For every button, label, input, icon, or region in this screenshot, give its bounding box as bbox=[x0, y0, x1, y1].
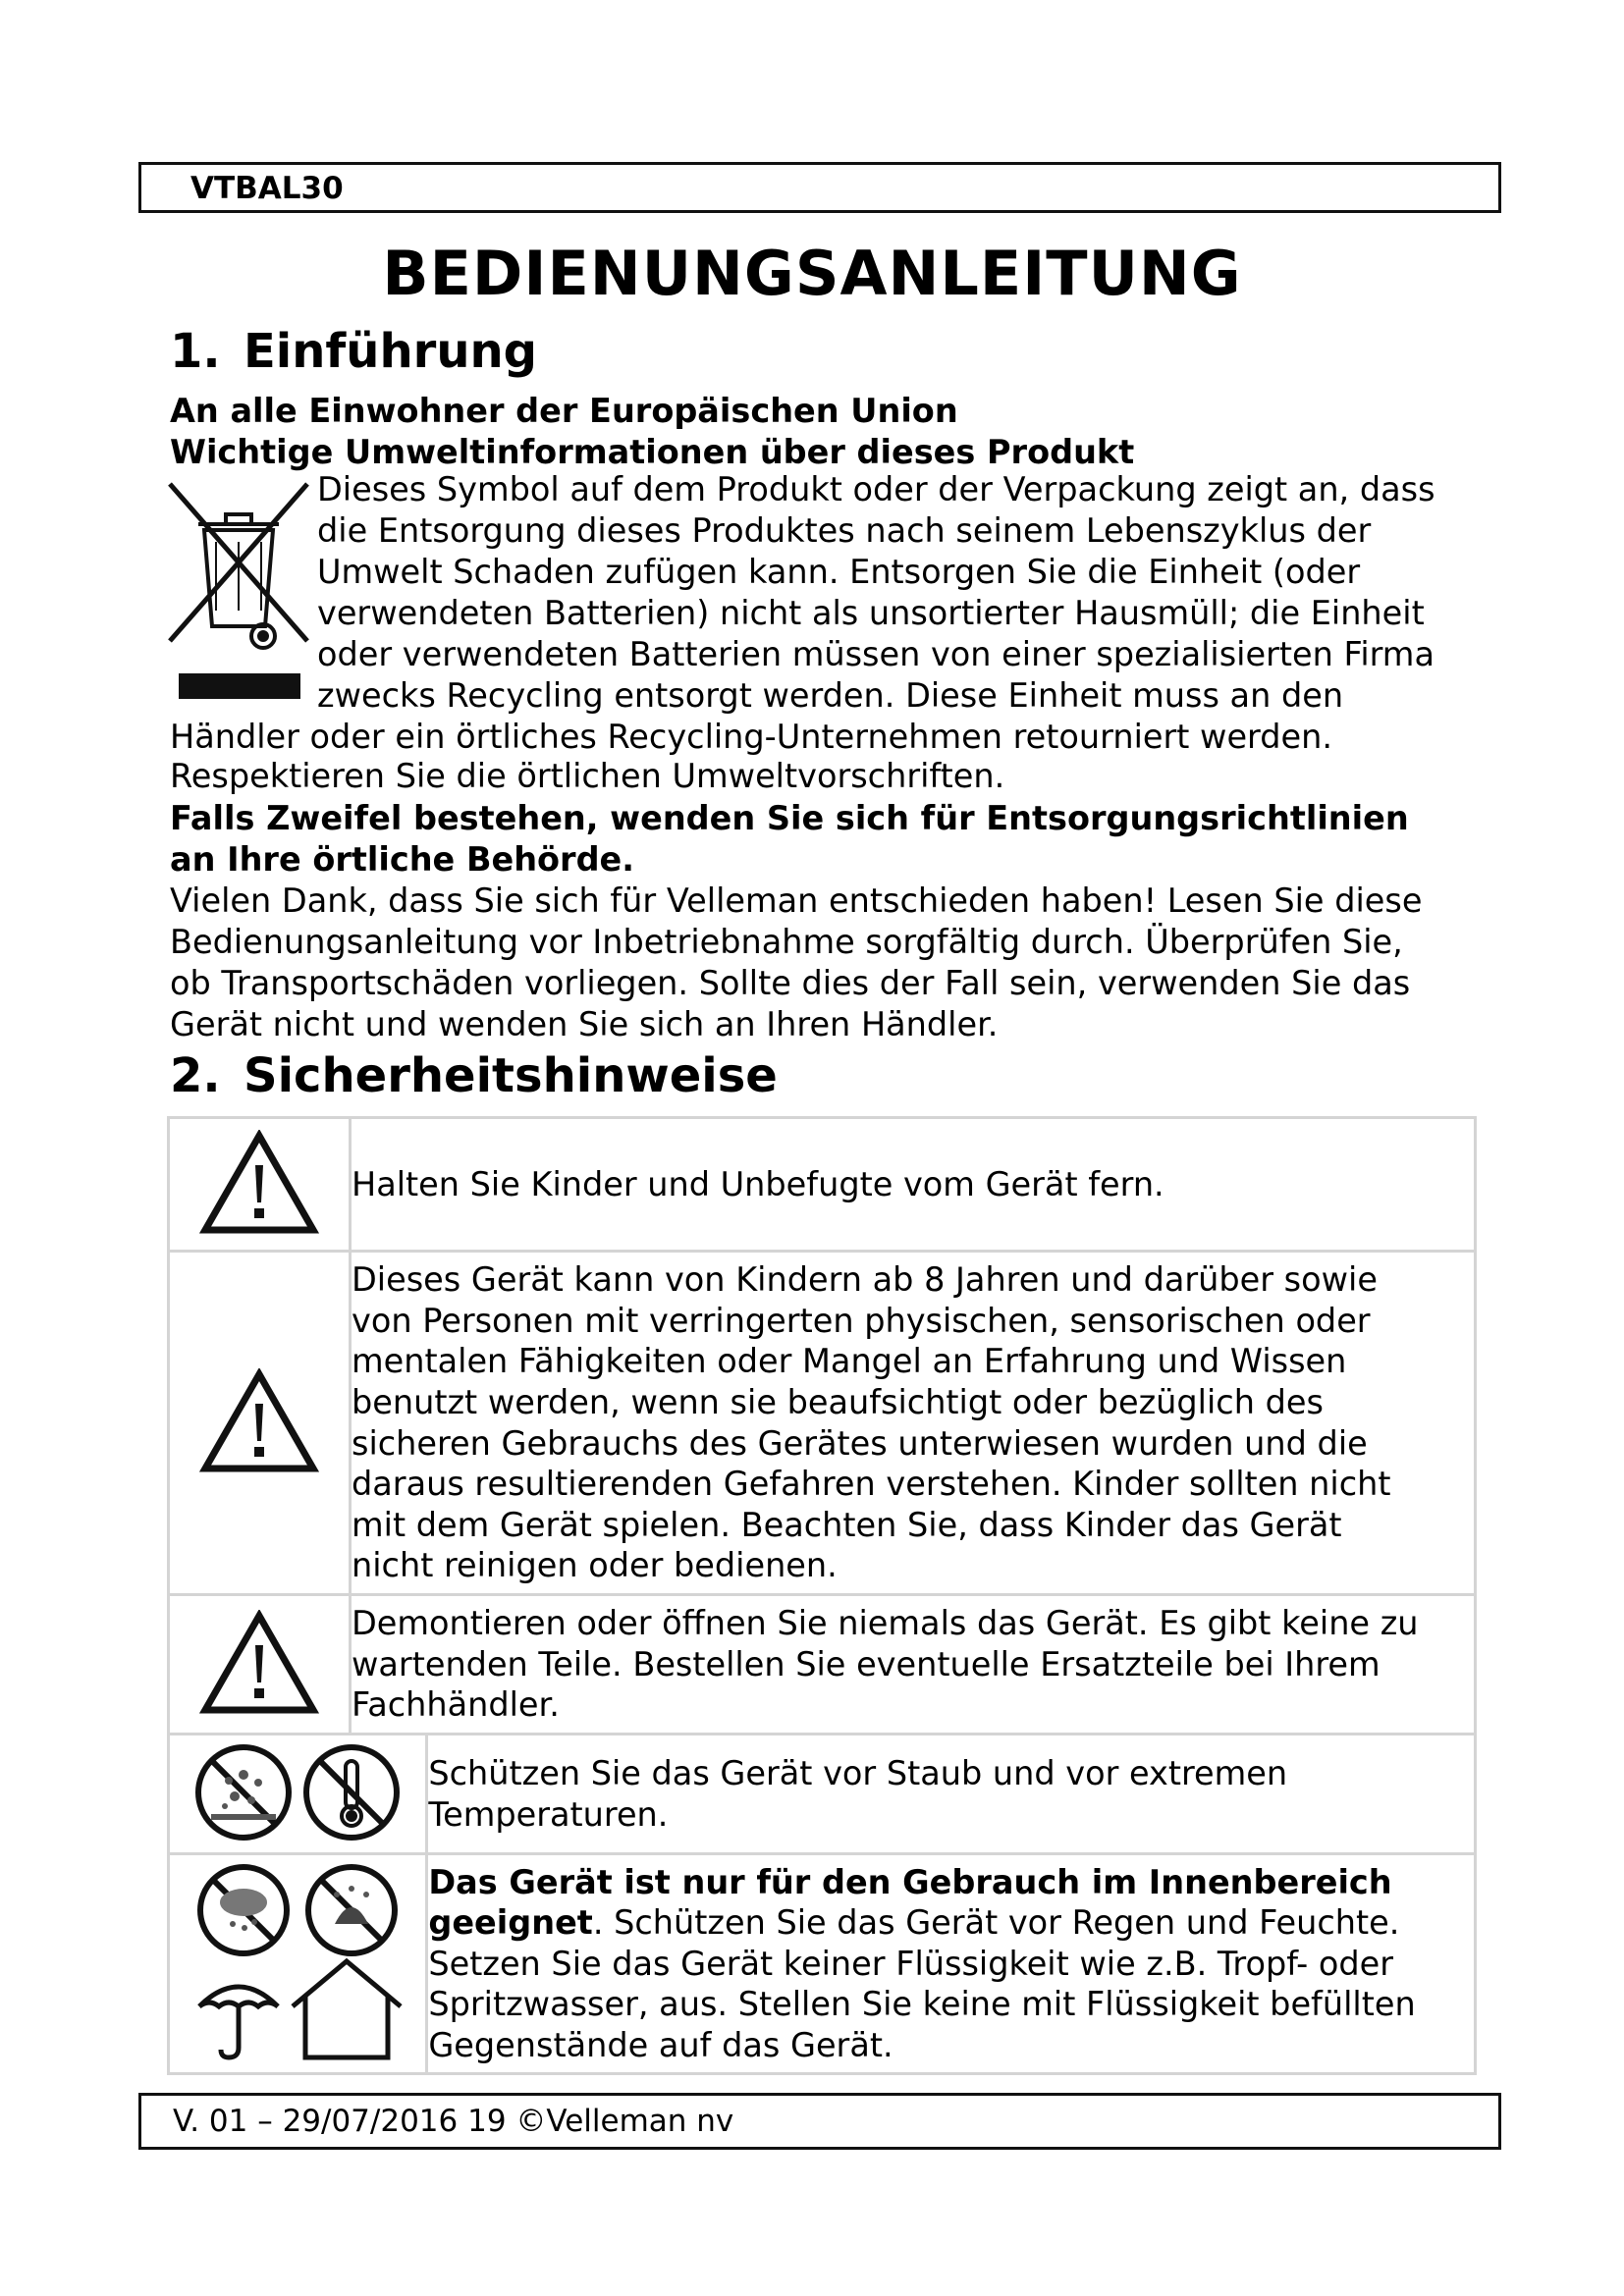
safety-row bbox=[169, 1252, 1476, 1595]
safety-text-line: nicht reinigen oder bedienen. bbox=[352, 1546, 838, 1585]
weee-text-line-4: verwendeten Batterien) nicht als unsortierter Hausmüll; die Einheit bbox=[317, 594, 1425, 632]
environment-info-line: Wichtige Umweltinformationen über dieses Produkt bbox=[170, 433, 1135, 471]
indoor-notice-rest: . Schützen Sie das Gerät vor Regen und Feuchte. bbox=[592, 1903, 1400, 1943]
safety-text-line: mit dem Gerät spielen. Beachten Sie, dass Kinder das Gerät bbox=[352, 1505, 1342, 1544]
warning-triangle-icon bbox=[199, 1610, 319, 1716]
safety-icon-cell bbox=[169, 1252, 351, 1595]
indoor-notice-bold: Das Gerät ist nur für den Gebrauch im Innenbereich bbox=[428, 1862, 1392, 1901]
section-1-heading bbox=[170, 324, 537, 379]
safety-text-line: Setzen Sie das Gerät keiner Flüssigkeit wie z.B. Tropf- oder bbox=[428, 1944, 1394, 1983]
section-2-number: 2. bbox=[170, 1048, 221, 1103]
safety-text-line: Halten Sie Kinder und Unbefugte vom Gerät fern. bbox=[352, 1164, 1164, 1203]
footer-box bbox=[138, 2093, 1501, 2150]
safety-text-cell bbox=[351, 1118, 1476, 1252]
header-box bbox=[138, 162, 1501, 213]
safety-table bbox=[167, 1116, 1477, 2075]
doubt-notice-line-1: Falls Zweifel bestehen, wenden Sie sich für Entsorgungsrichtlinien bbox=[170, 799, 1409, 837]
safety-row bbox=[169, 1595, 1476, 1735]
safety-icon-cell bbox=[169, 1118, 351, 1252]
safety-text-line: Fachhändler. bbox=[352, 1685, 560, 1725]
footer-text: V. 01 – 29/07/2016 19 ©Velleman nv bbox=[173, 2104, 734, 2139]
indoor-use-only-icon bbox=[189, 1859, 406, 2065]
thanks-line-2: Bedienungsanleitung vor Inbetriebnahme sorgfältig durch. Überprüfen Sie, bbox=[170, 923, 1403, 961]
safety-text-line: Dieses Gerät kann von Kindern ab 8 Jahren und darüber sowie bbox=[352, 1260, 1378, 1300]
safety-icon-cell bbox=[169, 1854, 427, 2074]
no-dust-no-temperature-icon bbox=[189, 1741, 406, 1843]
safety-icon-cell bbox=[169, 1595, 351, 1735]
warning-triangle-icon bbox=[199, 1368, 319, 1474]
safety-text-line: mentalen Fähigkeiten oder Mangel an Erfahrung und Wissen bbox=[352, 1342, 1347, 1381]
weee-text-line-8: Respektieren Sie die örtlichen Umweltvorschriften. bbox=[170, 757, 1005, 795]
section-1-title: Einführung bbox=[244, 324, 538, 379]
eu-residents-line: An alle Einwohner der Europäischen Union bbox=[170, 392, 958, 430]
safety-text-line: wartenden Teile. Bestellen Sie eventuelle Ersatzteile bei Ihrem bbox=[352, 1644, 1380, 1683]
warning-triangle-icon bbox=[199, 1130, 319, 1236]
safety-text-line bbox=[428, 1862, 1474, 1903]
safety-text-line: Schützen Sie das Gerät vor Staub und vor extremen bbox=[428, 1753, 1288, 1792]
safety-text-cell bbox=[351, 1252, 1476, 1595]
safety-row bbox=[169, 1854, 1476, 2074]
safety-icon-cell bbox=[169, 1735, 427, 1854]
section-2-heading bbox=[170, 1048, 778, 1103]
doubt-notice-line-2: an Ihre örtliche Behörde. bbox=[170, 840, 635, 879]
safety-text-line: Gegenstände auf das Gerät. bbox=[428, 2025, 893, 2064]
safety-text-line: Spritzwasser, aus. Stellen Sie keine mit Flüssigkeit befüllten bbox=[428, 1985, 1416, 2024]
safety-text-line: sicheren Gebrauchs des Gerätes unterwiesen wurden und die bbox=[352, 1423, 1368, 1463]
weee-text-line-6: zwecks Recycling entsorgt werden. Diese Einheit muss an den bbox=[317, 676, 1344, 715]
safety-text-cell bbox=[427, 1735, 1476, 1854]
thanks-line-1: Vielen Dank, dass Sie sich für Velleman entschieden haben! Lesen Sie diese bbox=[170, 881, 1423, 920]
model-name: VTBAL30 bbox=[190, 171, 344, 206]
safety-text-line: daraus resultierenden Gefahren verstehen. Kinder sollten nicht bbox=[352, 1465, 1391, 1504]
safety-text-line: von Personen mit verringerten physischen, sensorischen oder bbox=[352, 1301, 1371, 1340]
weee-text-line-1: Dieses Symbol auf dem Produkt oder der Verpackung zeigt an, dass bbox=[317, 470, 1435, 508]
safety-row bbox=[169, 1118, 1476, 1252]
weee-crossed-bin-icon bbox=[165, 479, 312, 705]
safety-row bbox=[169, 1735, 1476, 1854]
safety-text-line: benutzt werden, wenn sie beaufsichtigt oder bezüglich des bbox=[352, 1382, 1324, 1421]
safety-text-cell bbox=[427, 1854, 1476, 2074]
weee-text-line-7: Händler oder ein örtliches Recycling-Unternehmen retourniert werden. bbox=[170, 718, 1332, 756]
safety-text-line: Demontieren oder öffnen Sie niemals das Gerät. Es gibt keine zu bbox=[352, 1604, 1419, 1643]
safety-text-cell bbox=[351, 1595, 1476, 1735]
safety-text-line bbox=[428, 1902, 1474, 1944]
weee-text-line-5: oder verwendeten Batterien müssen von einer spezialisierten Firma bbox=[317, 635, 1435, 673]
section-1-number: 1. bbox=[170, 324, 221, 379]
indoor-notice-bold-2: geeignet bbox=[428, 1903, 593, 1943]
section-2-title: Sicherheitshinweise bbox=[244, 1048, 778, 1103]
thanks-line-4: Gerät nicht und wenden Sie sich an Ihren Händler. bbox=[170, 1005, 999, 1043]
safety-text-line: Temperaturen. bbox=[428, 1794, 669, 1834]
page-title: BEDIENUNGSANLEITUNG bbox=[382, 238, 1242, 309]
weee-text-line-3: Umwelt Schaden zufügen kann. Entsorgen Sie die Einheit (oder bbox=[317, 553, 1361, 591]
weee-text-line-2: die Entsorgung dieses Produktes nach seinem Lebenszyklus der bbox=[317, 511, 1372, 550]
thanks-line-3: ob Transportschäden vorliegen. Sollte dies der Fall sein, verwenden Sie das bbox=[170, 964, 1411, 1002]
